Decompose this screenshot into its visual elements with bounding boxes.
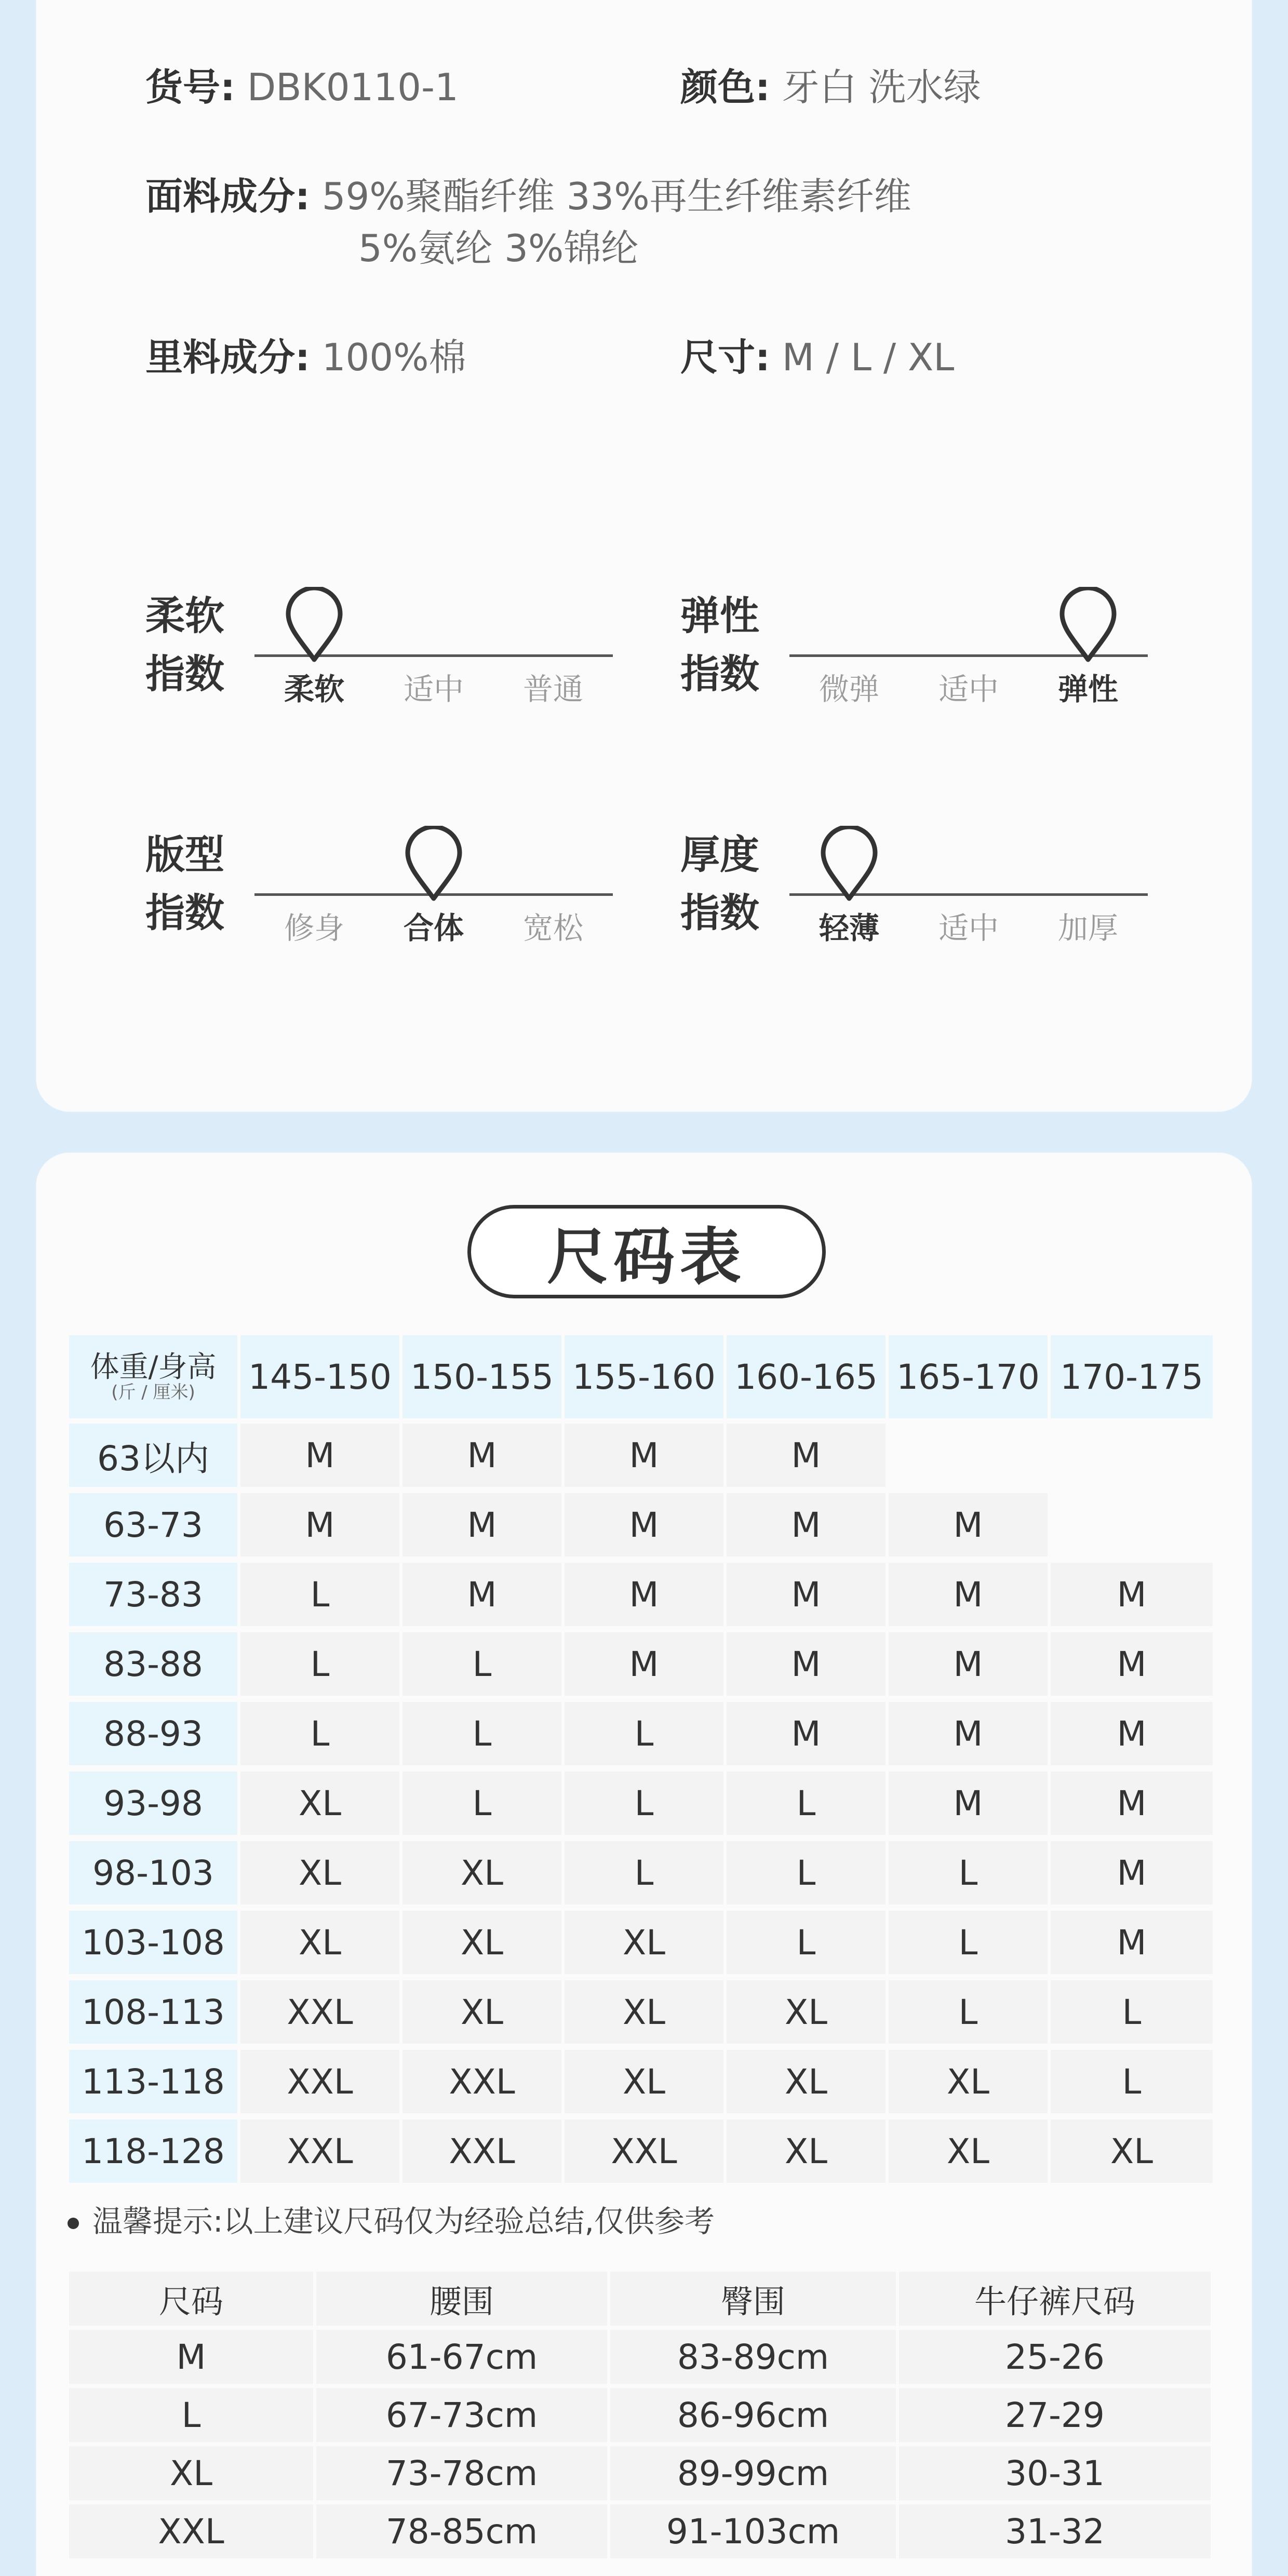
measurement-cell: 78-85cm xyxy=(316,2504,607,2558)
table-row xyxy=(68,2386,1220,2444)
weight-header: 118-128 xyxy=(69,2119,237,2183)
size-cell: L xyxy=(889,1911,1048,1974)
size-cell: M xyxy=(565,1493,723,1557)
measurement-cell: 73-78cm xyxy=(316,2446,607,2500)
weight-header: 98-103 xyxy=(69,1841,237,1904)
size-cell: M xyxy=(889,1632,1048,1696)
index-option: 宽松 xyxy=(522,910,583,946)
location-pin-icon xyxy=(283,587,345,665)
size-cell: M xyxy=(889,1563,1048,1626)
measurement-cell: 67-73cm xyxy=(316,2388,607,2442)
size-chart-title-pill xyxy=(467,1205,826,1298)
measurement-cell: 83-89cm xyxy=(610,2330,896,2384)
measurement-cell: 89-99cm xyxy=(610,2446,896,2500)
index-option: 适中 xyxy=(938,910,999,946)
size-cell xyxy=(1051,1424,1213,1487)
color xyxy=(680,57,981,111)
table-row xyxy=(68,2047,1220,2116)
size-cell: XL xyxy=(565,2050,723,2113)
table-row xyxy=(68,1768,1220,1838)
height-header: 155-160 xyxy=(565,1335,723,1418)
size xyxy=(680,327,954,381)
height-header: 150-155 xyxy=(403,1335,561,1418)
size-cell: L xyxy=(889,1980,1048,2044)
measurement-cell: 27-29 xyxy=(899,2388,1211,2442)
thickness-index xyxy=(680,795,1148,950)
table-row xyxy=(68,2116,1220,2186)
fabric xyxy=(145,166,911,220)
product-info-card xyxy=(36,0,1252,1111)
fabric-line2: 5%氨纶 3%锦纶 xyxy=(358,226,639,270)
size-cell: M xyxy=(1051,1772,1213,1835)
size-cell: M xyxy=(727,1563,886,1626)
fabric-line1: 59%聚酯纤维 33%再生纤维素纤维 xyxy=(321,175,911,218)
item-no xyxy=(145,57,459,111)
size-cell: M xyxy=(403,1563,561,1626)
measurement-cell: 86-96cm xyxy=(610,2388,896,2442)
size-cell: M xyxy=(889,1493,1048,1557)
measurement-cell: XXL xyxy=(69,2504,313,2558)
size-cell: XXL xyxy=(240,2119,399,2183)
fabric-label: 面料成分: xyxy=(145,175,310,218)
index-option: 修身 xyxy=(284,910,344,946)
size-cell: XL xyxy=(1051,2119,1213,2183)
size-cell xyxy=(889,1424,1048,1487)
size-cell: XL xyxy=(889,2050,1048,2113)
measurement-cell: 91-103cm xyxy=(610,2504,896,2558)
size-cell: XL xyxy=(403,1911,561,1974)
size-cell: L xyxy=(403,1702,561,1765)
index-option: 轻薄 xyxy=(819,910,879,946)
table-row xyxy=(68,1420,1220,1490)
table-row xyxy=(68,1490,1220,1560)
size-cell: M xyxy=(889,1772,1048,1835)
size-cell: M xyxy=(1051,1841,1213,1904)
size-cell: XL xyxy=(240,1772,399,1835)
size-cell: M xyxy=(727,1493,886,1557)
index-option: 弹性 xyxy=(1057,672,1118,707)
color-label: 颜色: xyxy=(680,65,770,109)
size-cell: XL xyxy=(403,1841,561,1904)
index-label: 弹性 指数 xyxy=(680,593,759,697)
measurement-cell: 25-26 xyxy=(899,2330,1211,2384)
size-cell: M xyxy=(565,1632,723,1696)
measurement-header: 臀围 xyxy=(610,2272,896,2326)
table-row xyxy=(68,2502,1220,2560)
size-cell: L xyxy=(403,1772,561,1835)
corner-header-sub: (斤 / 厘米) xyxy=(111,1382,195,1403)
index-option: 合体 xyxy=(403,910,464,946)
size-cell: XL xyxy=(565,1911,723,1974)
size-cell: L xyxy=(727,1841,886,1904)
size-cell: M xyxy=(1051,1563,1213,1626)
index-option: 普通 xyxy=(522,672,583,707)
measurement-cell: M xyxy=(69,2330,313,2384)
measurement-cell: XL xyxy=(69,2446,313,2500)
location-pin-icon xyxy=(1057,587,1119,665)
size-cell xyxy=(1051,1493,1213,1557)
measurement-header: 腰围 xyxy=(316,2272,607,2326)
weight-header: 63以内 xyxy=(69,1424,237,1487)
height-header: 160-165 xyxy=(727,1335,886,1418)
weight-header: 63-73 xyxy=(69,1493,237,1557)
elasticity-index xyxy=(680,556,1148,712)
tip-text: 温馨提示:以上建议尺码仅为经验总结,仅供参考 xyxy=(92,2204,715,2239)
size-cell: XL xyxy=(240,1911,399,1974)
measurement-cell: 31-32 xyxy=(899,2504,1211,2558)
index-option: 微弹 xyxy=(819,672,879,707)
size-cell: XXL xyxy=(240,1980,399,2044)
size-cell: XXL xyxy=(403,2119,561,2183)
size-cell: L xyxy=(1051,1980,1213,2044)
fit-index xyxy=(145,795,613,950)
height-header: 145-150 xyxy=(240,1335,399,1418)
lining-label: 里料成分: xyxy=(145,336,310,379)
size-cell: M xyxy=(240,1424,399,1487)
size-chart-card xyxy=(36,1153,1252,2576)
measurement-header: 尺码 xyxy=(69,2272,313,2326)
table-header-row xyxy=(68,1332,1220,1420)
size-cell: L xyxy=(240,1632,399,1696)
index-label: 柔软 指数 xyxy=(145,593,224,697)
weight-header: 83-88 xyxy=(69,1632,237,1696)
index-option: 加厚 xyxy=(1057,910,1118,946)
weight-header: 113-118 xyxy=(69,2050,237,2113)
size-label: 尺寸: xyxy=(680,336,770,379)
weight-header: 73-83 xyxy=(69,1563,237,1626)
size-cell: XXL xyxy=(565,2119,723,2183)
size-cell: XL xyxy=(889,2119,1048,2183)
size-cell: XL xyxy=(727,1980,886,2044)
measurement-table xyxy=(68,2270,1220,2560)
size-cell: M xyxy=(565,1563,723,1626)
size-cell: XL xyxy=(240,1841,399,1904)
table-row xyxy=(68,2444,1220,2502)
size-cell: L xyxy=(1051,2050,1213,2113)
size-cell: L xyxy=(565,1702,723,1765)
lining xyxy=(145,327,466,381)
weight-header: 93-98 xyxy=(69,1772,237,1835)
location-pin-icon xyxy=(403,826,465,904)
table-row xyxy=(68,1908,1220,1977)
weight-header: 108-113 xyxy=(69,1980,237,2044)
size-cell: XL xyxy=(727,2119,886,2183)
table-row xyxy=(68,1977,1220,2047)
size-cell: M xyxy=(727,1632,886,1696)
size-cell: L xyxy=(565,1772,723,1835)
size-cell: M xyxy=(240,1493,399,1557)
item-no-value: DBK0110-1 xyxy=(247,65,459,109)
corner-header xyxy=(69,1335,237,1418)
index-label: 版型 指数 xyxy=(145,831,224,936)
table-row xyxy=(68,1838,1220,1908)
bullet-dot xyxy=(68,2218,79,2229)
size-cell: M xyxy=(1051,1911,1213,1974)
weight-header: 103-108 xyxy=(69,1911,237,1974)
item-no-label: 货号: xyxy=(145,65,235,109)
size-tip xyxy=(68,2197,715,2240)
size-recommendation-table xyxy=(68,1332,1220,2186)
size-cell: XL xyxy=(403,1980,561,2044)
size-cell: XL xyxy=(727,2050,886,2113)
size-cell: M xyxy=(727,1702,886,1765)
index-option: 柔软 xyxy=(284,672,344,707)
table-row xyxy=(68,1629,1220,1699)
size-cell: XXL xyxy=(403,2050,561,2113)
size-cell: M xyxy=(1051,1632,1213,1696)
size-cell: L xyxy=(727,1772,886,1835)
measurement-cell: 61-67cm xyxy=(316,2330,607,2384)
location-pin-icon xyxy=(818,826,880,904)
size-cell: M xyxy=(727,1424,886,1487)
table-row xyxy=(68,1560,1220,1629)
size-cell: L xyxy=(403,1632,561,1696)
index-option: 适中 xyxy=(403,672,464,707)
size-cell: XL xyxy=(565,1980,723,2044)
size-cell: XXL xyxy=(240,2050,399,2113)
size-cell: L xyxy=(240,1702,399,1765)
index-label: 厚度 指数 xyxy=(680,831,759,936)
size-chart-title: 尺码表 xyxy=(546,1221,746,1293)
size-cell: L xyxy=(889,1841,1048,1904)
weight-header: 88-93 xyxy=(69,1702,237,1765)
size-value: M / L / XL xyxy=(782,336,955,379)
index-option: 适中 xyxy=(938,672,999,707)
corner-header-main: 体重/身高 xyxy=(90,1350,217,1384)
size-cell: M xyxy=(1051,1702,1213,1765)
height-header: 170-175 xyxy=(1051,1335,1213,1418)
color-value: 牙白 洗水绿 xyxy=(782,65,981,109)
size-cell: M xyxy=(889,1702,1048,1765)
measurement-header-row xyxy=(68,2270,1220,2328)
size-cell: L xyxy=(727,1911,886,1974)
size-cell: L xyxy=(565,1841,723,1904)
softness-index xyxy=(145,556,613,712)
measurement-header: 牛仔裤尺码 xyxy=(899,2272,1211,2326)
size-cell: L xyxy=(240,1563,399,1626)
table-row xyxy=(68,2328,1220,2386)
size-cell: M xyxy=(403,1424,561,1487)
measurement-cell: L xyxy=(69,2388,313,2442)
size-cell: M xyxy=(565,1424,723,1487)
lining-value: 100%棉 xyxy=(321,336,466,379)
table-row xyxy=(68,1699,1220,1768)
measurement-cell: 30-31 xyxy=(899,2446,1211,2500)
height-header: 165-170 xyxy=(889,1335,1048,1418)
size-cell: M xyxy=(403,1493,561,1557)
